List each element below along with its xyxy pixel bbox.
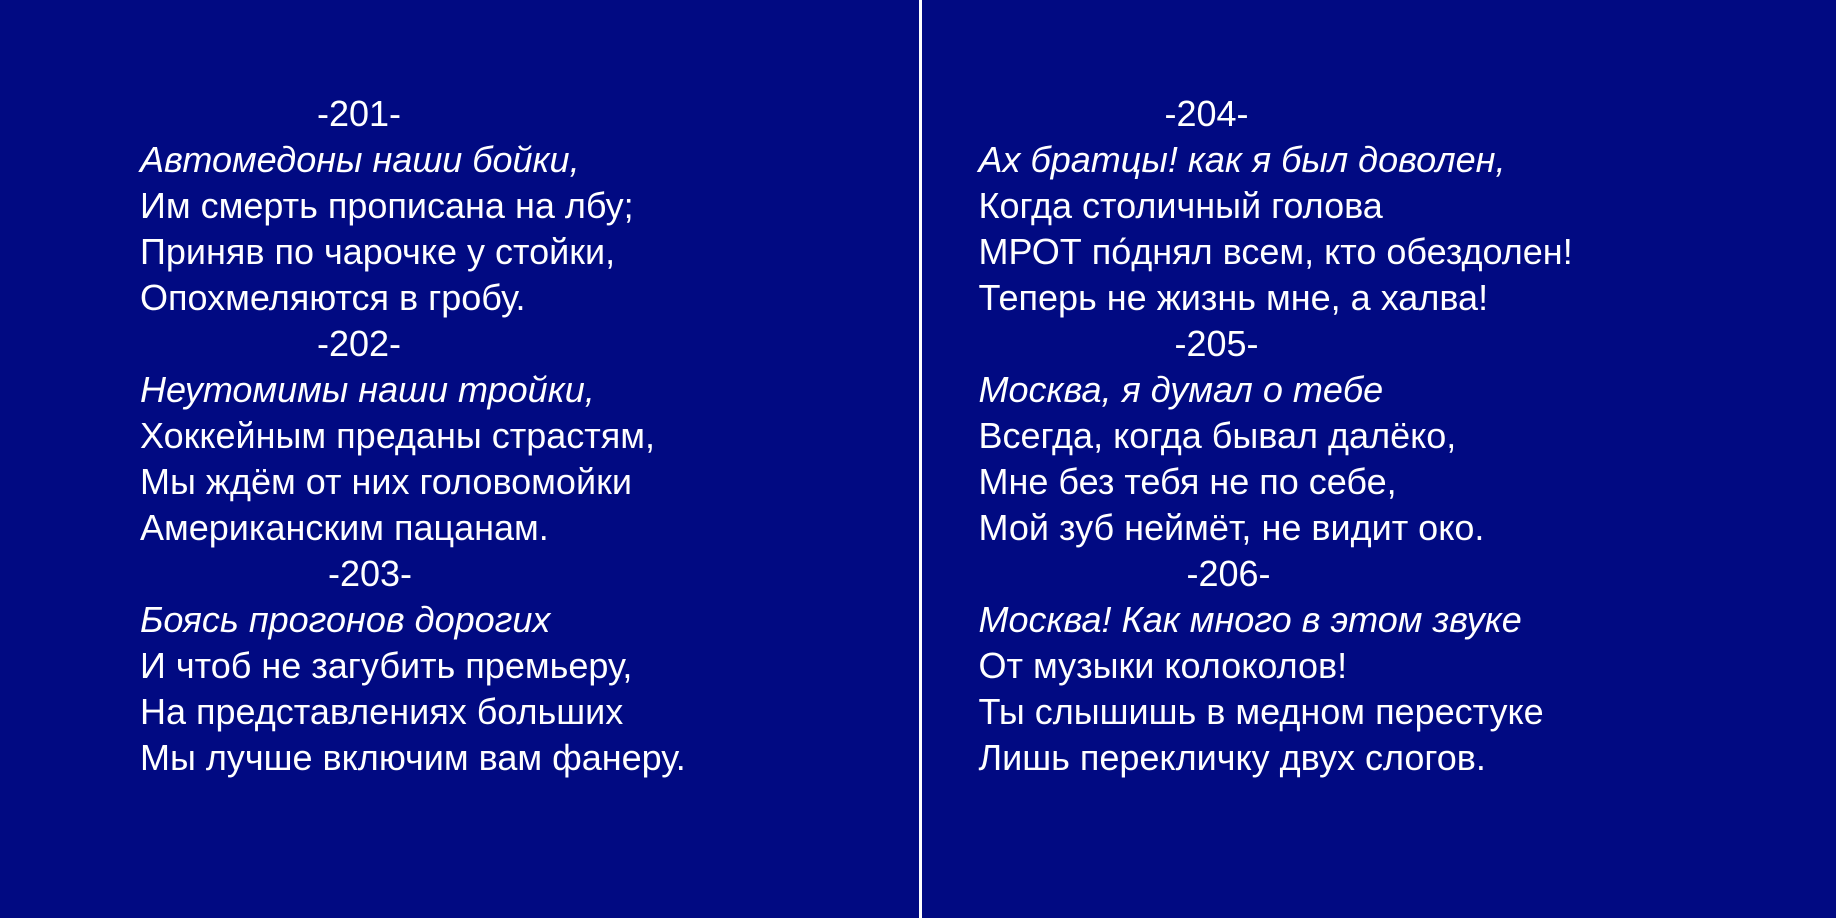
- stanza-205-line-1: Москва, я думал о тебе: [978, 369, 1384, 410]
- stanza-206-line-1: Москва! Как много в этом звуке: [978, 599, 1522, 640]
- stanza-206-line-2: От музыки колоколов!: [978, 645, 1348, 686]
- stanza-204-line-2: Когда столичный голова: [978, 185, 1383, 226]
- stanza-202-line-3: Мы ждём от них головомойки: [140, 461, 632, 502]
- stanza-203-line-4: Мы лучше включим вам фанеру.: [140, 737, 686, 778]
- stanza-number-206: -206-: [1186, 553, 1271, 594]
- stanza-202-line-2: Хоккейным преданы страстям,: [140, 415, 655, 456]
- stanza-number-204: -204-: [1164, 93, 1249, 134]
- stanza-206-line-4: Лишь перекличку двух слогов.: [978, 737, 1486, 778]
- stanza-number-205: -205-: [1174, 323, 1259, 364]
- right-poem-column: [979, 91, 1573, 781]
- stanza-201-line-3: Приняв по чарочке у стойки,: [140, 231, 616, 272]
- stanza-202-line-4: Американским пацанам.: [140, 507, 549, 548]
- left-poem-column: [140, 91, 686, 781]
- stanza-203-line-2: И чтоб не загубить премьеру,: [140, 645, 633, 686]
- stanza-201-line-4: Опохмеляются в гробу.: [140, 277, 526, 318]
- stanza-204-line-4: Теперь не жизнь мне, а халва!: [978, 277, 1489, 318]
- stanza-203-line-3: На представлениях больших: [140, 691, 624, 732]
- stanza-number-201: -201-: [317, 93, 402, 134]
- stanza-206-line-3: Ты слышишь в медном перестуке: [978, 691, 1544, 732]
- stanza-204-line-1: Ах братцы! как я был доволен,: [978, 139, 1506, 180]
- stanza-205-line-4: Мой зуб неймёт, не видит око.: [978, 507, 1485, 548]
- stanza-201-line-1: Автомедоны наши бойки,: [140, 139, 580, 180]
- stanza-201-line-2: Им смерть прописана на лбу;: [140, 185, 634, 226]
- stanza-204-line-3: МРОТ по́днял всем, кто обездолен!: [978, 231, 1573, 272]
- stanza-202-line-1: Неутомимы наши тройки,: [140, 369, 595, 410]
- stanza-205-line-3: Мне без тебя не по себе,: [978, 461, 1397, 502]
- stanza-number-202: -202-: [317, 323, 402, 364]
- stanza-number-203: -203-: [328, 553, 413, 594]
- stanza-203-line-1: Боясь прогонов дорогих: [140, 599, 551, 640]
- right-panel: [922, 0, 1836, 918]
- stanza-205-line-2: Всегда, когда бывал далёко,: [978, 415, 1457, 456]
